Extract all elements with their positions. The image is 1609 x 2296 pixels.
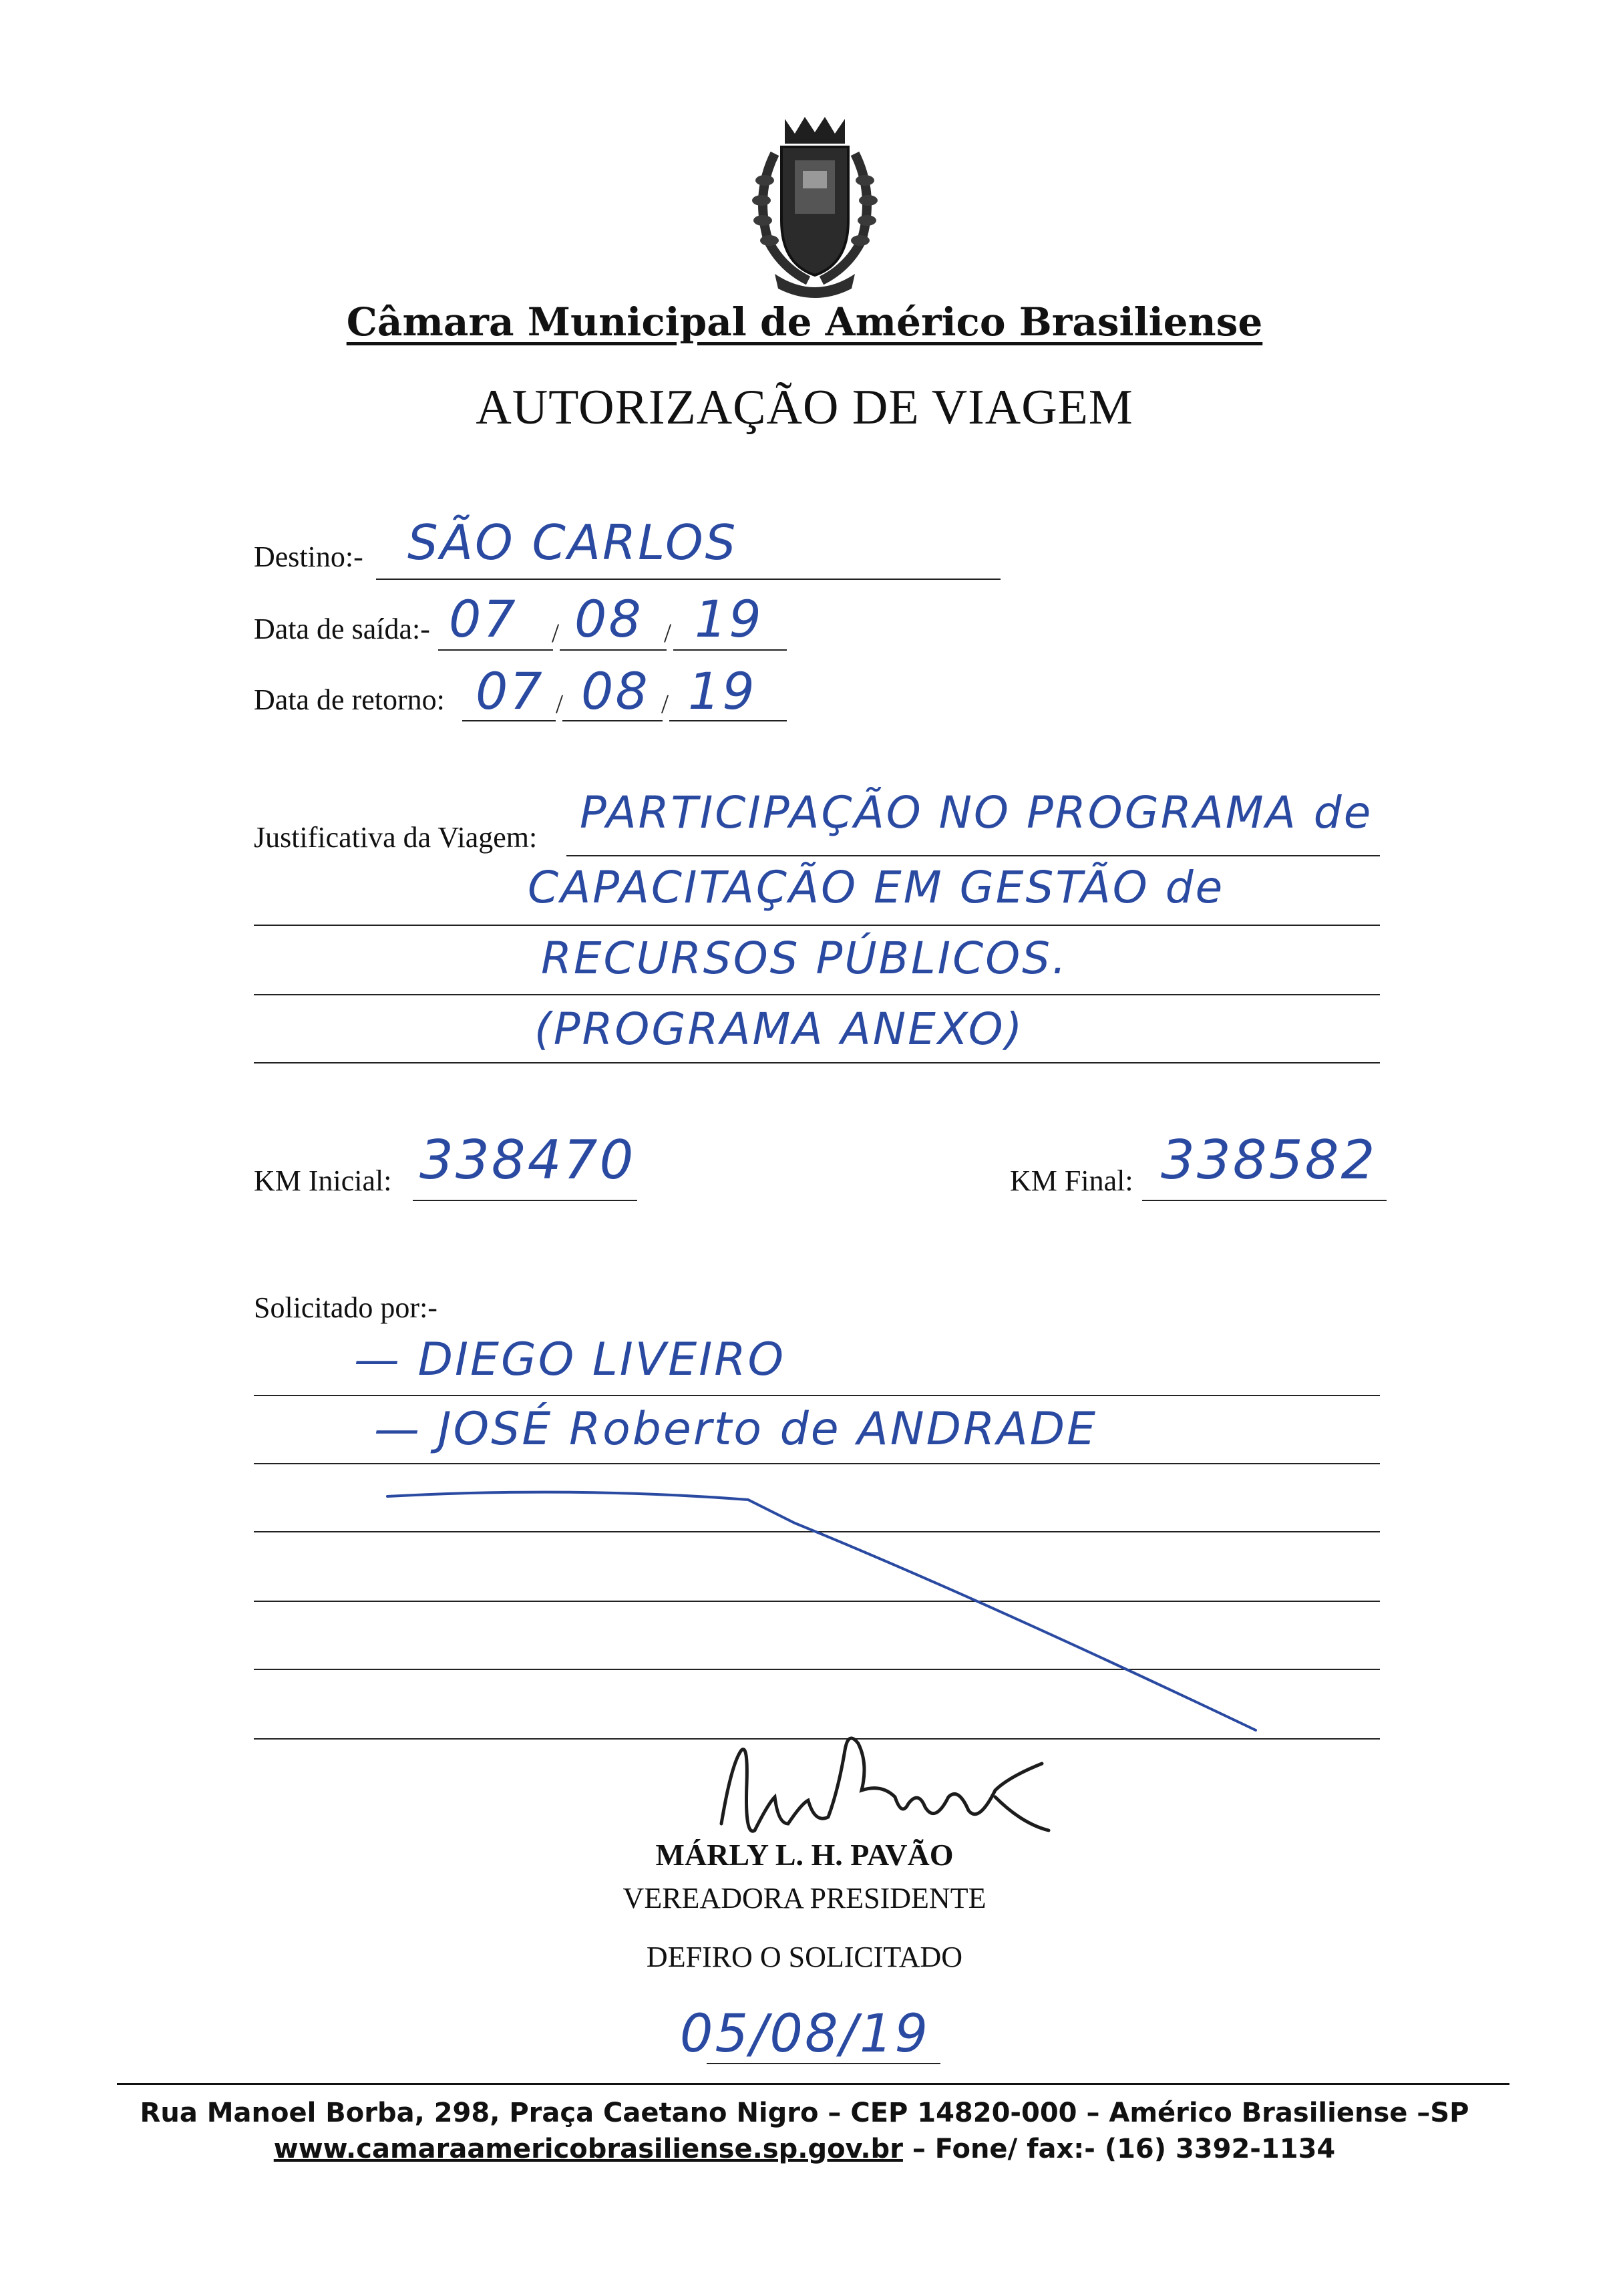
solicitado-label: Solicitado por:- [254, 1291, 437, 1324]
solicitado-line [254, 1395, 1380, 1396]
strike-through-mark [374, 1483, 1269, 1750]
footer-contact [0, 2134, 1609, 2164]
justificativa-line [566, 855, 1380, 856]
date-separator: / [661, 689, 669, 719]
data-retorno-month: 08 [581, 661, 650, 721]
km-inicial-value: 338470 [419, 1129, 636, 1191]
website-link[interactable]: www.camaraamericobrasiliense.sp.gov.br [273, 2134, 903, 2164]
data-saida-year: 19 [695, 589, 763, 649]
justificativa-line [254, 994, 1380, 995]
km-final-line [1142, 1200, 1387, 1201]
justificativa-text-line: PARTICIPAÇÃO NO PROGRAMA de [580, 787, 1373, 838]
destino-line [376, 579, 1001, 580]
data-saida-month-line [560, 649, 667, 651]
municipal-crest-icon [728, 107, 902, 307]
data-saida-day-line [438, 649, 553, 651]
data-saida-year-line [673, 649, 787, 651]
data-saida-label: Data de saída:- [254, 613, 430, 645]
justificativa-line [254, 1062, 1380, 1063]
solicitante-name: — DIEGO LIVEIRO [354, 1333, 786, 1386]
approval-text: DEFIRO O SOLICITADO [646, 1941, 963, 1973]
destino-value: SÃO CARLOS [407, 514, 738, 570]
footer-phone: – Fone/ fax:- (16) 3392-1134 [902, 2134, 1336, 2164]
date-separator: / [664, 618, 672, 648]
km-inicial-label: KM Inicial: [254, 1164, 392, 1197]
footer-divider [117, 2083, 1509, 2085]
km-final-label: KM Final: [1010, 1164, 1133, 1197]
justificativa-text-line: CAPACITAÇÃO EM GESTÃO de [528, 862, 1225, 913]
solicitado-line [254, 1463, 1380, 1464]
approval-date: 05/08/19 [679, 2004, 930, 2064]
km-final-value: 338582 [1161, 1129, 1377, 1191]
date-separator: / [556, 689, 564, 719]
justificativa-line [254, 925, 1380, 926]
document-title: AUTORIZAÇÃO DE VIAGEM [476, 380, 1133, 435]
signatory-name: MÁRLY L. H. PAVÃO [655, 1838, 954, 1872]
justificativa-text-line: RECURSOS PÚBLICOS. [541, 933, 1069, 984]
solicitante-name: — JOSÉ Roberto de ANDRADE [374, 1403, 1098, 1456]
data-retorno-year: 19 [688, 661, 757, 721]
footer-address: Rua Manoel Borba, 298, Praça Caetano Nigro – CEP 14820-000 – Américo Brasiliense –SP [140, 2098, 1469, 2128]
data-saida-day: 07 [449, 589, 518, 649]
signatory-role: VEREADORA PRESIDENTE [622, 1882, 987, 1915]
destino-label: Destino:- [254, 540, 363, 573]
organization-name: Câmara Municipal de Américo Brasiliense [346, 299, 1263, 345]
justificativa-text-line: (PROGRAMA ANEXO) [534, 1003, 1025, 1055]
data-saida-month: 08 [574, 589, 643, 649]
data-retorno-label: Data de retorno: [254, 683, 445, 716]
date-separator: / [552, 618, 560, 648]
data-retorno-day: 07 [476, 661, 544, 721]
km-inicial-line [413, 1200, 637, 1201]
justificativa-label: Justificativa da Viagem: [254, 821, 538, 854]
